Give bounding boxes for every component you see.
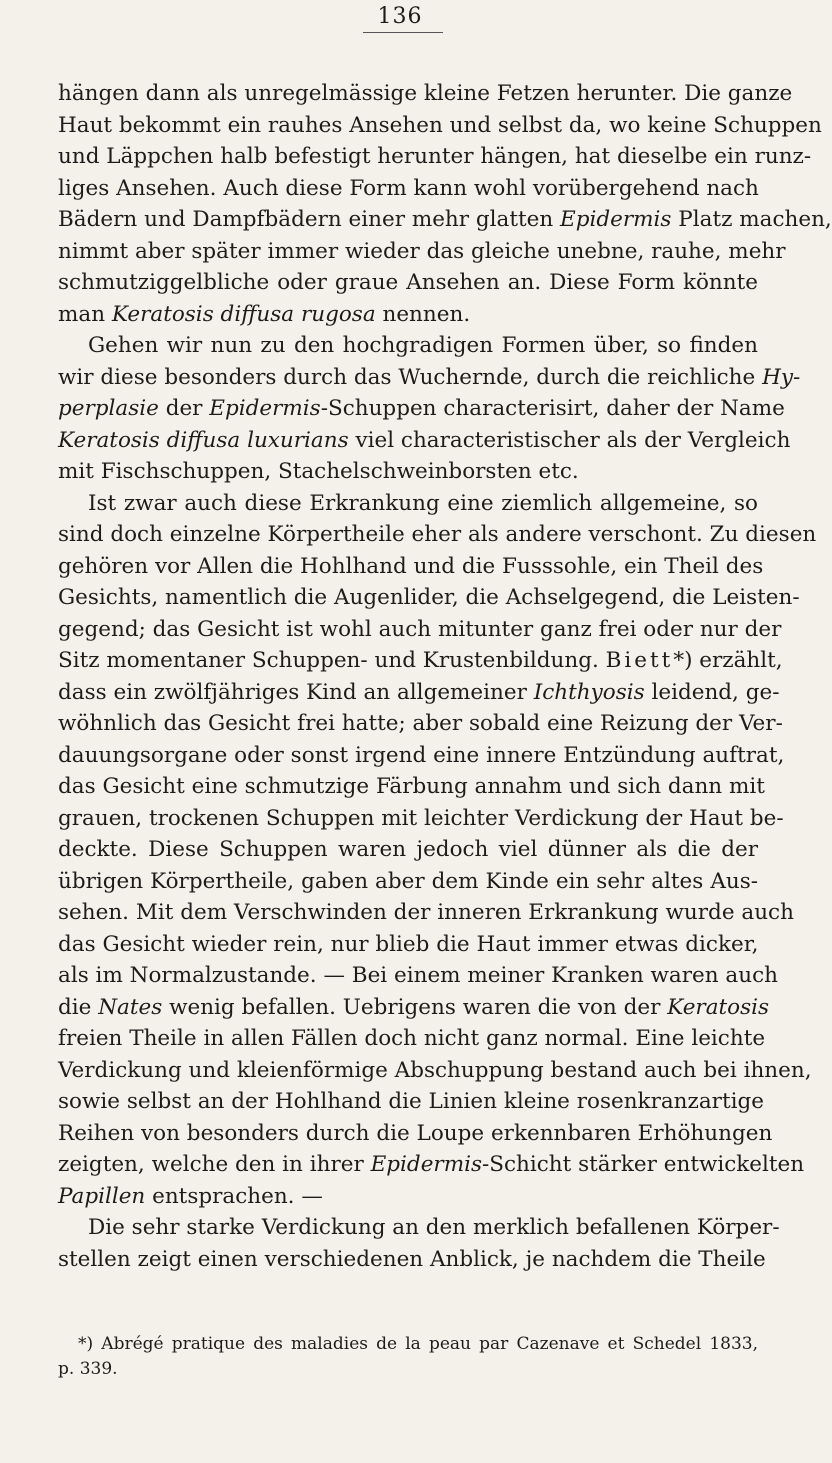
text-run: Ist zwar auch diese Erkrankung eine ziemlich allgemeine, so [88, 490, 758, 516]
text-line [58, 78, 793, 110]
text-line [58, 771, 765, 803]
text-line [58, 456, 758, 488]
text-run: nimmt aber später immer wieder das gleiche unebne, rauhe, mehr [58, 238, 786, 264]
italic-term: perplasie [58, 396, 159, 421]
page-number: 136 [377, 4, 423, 29]
text-line [58, 1118, 773, 1150]
text-run: Gesichts, namentlich die Augenlider, die Achselgegend, die Leisten- [58, 585, 800, 610]
italic-term: Keratosis [667, 994, 770, 1020]
text-run: Gehen wir nun zu den hochgradigen Formen über, so finden [88, 333, 758, 358]
text-run: stellen zeigt einen verschiedenen Anblick, je nachdem die Theile [58, 1246, 766, 1272]
text-run: sind doch einzelne Körpertheile eher als andere verschont. Zu diesen [58, 522, 817, 547]
text-run: schmutziggelbliche oder graue Ansehen an. Diese Form könnte [58, 270, 758, 295]
text-line [58, 614, 782, 646]
text-line [58, 960, 778, 992]
text-run: übrigen Körpertheile, gaben aber dem Kinde ein sehr altes Aus- [58, 868, 758, 894]
text-run: dauungsorgane oder sonst irgend eine innere Entzündung auftrat, [58, 742, 785, 768]
text-line [58, 173, 758, 205]
text-run: Die sehr starke Verdickung an den merklich befallenen Körper- [88, 1215, 780, 1240]
text-line [58, 866, 758, 898]
text-run: -Schicht stärker entwickelten [482, 1152, 805, 1177]
text-line [58, 1244, 766, 1276]
text-line [58, 582, 800, 614]
text-run: Verdickung und kleienförmige Abschuppung bestand auch bei ihnen, [58, 1057, 812, 1083]
footnote [58, 1332, 758, 1382]
text-run: man [58, 301, 112, 327]
text-line [58, 236, 786, 268]
body-text [58, 78, 832, 1275]
text-line [58, 803, 784, 835]
text-line [58, 992, 770, 1024]
text-line [58, 1149, 805, 1181]
spaced-name: Biett [605, 648, 674, 673]
text-run: liges Ansehen. Auch diese Form kann wohl vorübergehend nach [58, 175, 759, 201]
text-run: gehören vor Allen die Hohlhand und die Fusssohle, ein Theil des [58, 553, 764, 579]
text-run: leidend, ge- [644, 679, 780, 705]
text-line [58, 110, 822, 142]
text-run: Reihen von besonders durch die Loupe erkennbaren Erhöhungen [58, 1120, 773, 1146]
text-line [58, 1212, 780, 1244]
text-line [58, 740, 785, 772]
text-line [58, 1023, 766, 1055]
text-line [58, 519, 817, 551]
text-line [58, 425, 791, 457]
text-run: gegend; das Gesicht ist wohl auch mitunter ganz frei oder nur der [58, 616, 782, 642]
italic-term: Epidermis [209, 396, 321, 421]
italic-term: Keratosis diffusa luxurians [58, 427, 349, 453]
text-run: wöhnlich das Gesicht frei hatte; aber sobald eine Reizung der Ver- [58, 711, 783, 736]
text-run: und Läppchen halb befestigt herunter hängen, hat dieselbe ein runz- [58, 144, 812, 169]
text-run: der [158, 396, 210, 421]
text-line [58, 330, 758, 362]
text-run: Platz machen, [671, 207, 832, 232]
text-run: grauen, trockenen Schuppen mit leichter Verdickung der Haut be- [58, 805, 784, 831]
text-run: freien Theile in allen Fällen doch nicht ganz normal. Eine leichte [58, 1026, 766, 1051]
text-run: entsprachen. — [145, 1183, 323, 1209]
text-line [58, 677, 780, 709]
text-line [58, 645, 783, 677]
text-line [58, 834, 758, 866]
text-line [58, 393, 785, 425]
text-line [58, 488, 758, 520]
text-run: Sitz momentaner Schuppen- und Krustenbildung. [58, 648, 606, 673]
text-run: das Gesicht wieder rein, nur blieb die Haut immer etwas dicker, [58, 931, 759, 957]
text-line [58, 204, 832, 236]
text-run: die [58, 994, 99, 1020]
text-run: Haut bekommt ein rauhes Ansehen und selbst da, wo keine Schuppen [58, 112, 822, 138]
text-line [58, 362, 801, 394]
text-line [58, 267, 758, 299]
text-run: dass ein zwölfjähriges Kind an allgemeiner [58, 679, 534, 705]
text-run: nennen. [375, 301, 471, 327]
footnote-line: *) Abrégé pratique des maladies de la peau par Cazenave et Schedel 1833, [78, 1334, 758, 1354]
text-line [58, 708, 783, 740]
text-run: sehen. Mit dem Verschwinden der inneren Erkrankung wurde auch [58, 900, 794, 925]
text-run: viel characteristischer als der Vergleich [348, 427, 791, 453]
text-run: zeigten, welche den in ihrer [58, 1152, 371, 1177]
italic-term: Ichthyosis [533, 679, 645, 705]
text-run: das Gesicht eine schmutzige Färbung annahm und sich dann mit [58, 774, 765, 799]
italic-term: Nates [98, 994, 163, 1020]
text-run: als im Normalzustande. — Bei einem meiner Kranken waren auch [58, 963, 778, 988]
text-line [58, 141, 812, 173]
text-line [58, 897, 794, 929]
text-run: hängen dann als unregelmässige kleine Fetzen herunter. Die ganze [58, 81, 793, 106]
text-run: wir diese besonders durch das Wuchernde, durch die reichliche [58, 364, 763, 390]
text-line [58, 1055, 812, 1087]
footnote-line: p. 339. [58, 1359, 118, 1379]
text-run: Bädern und Dampfbädern einer mehr glatten [58, 207, 561, 232]
text-run: *) erzählt, [673, 648, 783, 673]
italic-term: Epidermis [560, 207, 672, 232]
text-line [58, 929, 758, 961]
text-run: -Schuppen characterisirt, daher der Name [320, 396, 785, 421]
italic-term: Keratosis diffusa rugosa [111, 301, 376, 327]
text-run: deckte. Diese Schuppen waren jedoch viel dünner als die der [58, 837, 758, 862]
text-run: mit Fischschuppen, Stachelschweinborsten etc. [58, 459, 579, 484]
text-line [58, 1086, 764, 1118]
italic-term: Epidermis [370, 1152, 482, 1177]
page-number-underline [363, 32, 443, 33]
italic-term: Papillen [58, 1183, 146, 1209]
text-run: wenig befallen. Uebrigens waren die von der [162, 994, 668, 1020]
text-line [58, 299, 758, 331]
text-run: sowie selbst an der Hohlhand die Linien kleine rosenkranzartige [58, 1089, 764, 1114]
text-line [58, 1181, 758, 1213]
text-line [58, 551, 764, 583]
italic-term: Hy- [762, 364, 801, 390]
